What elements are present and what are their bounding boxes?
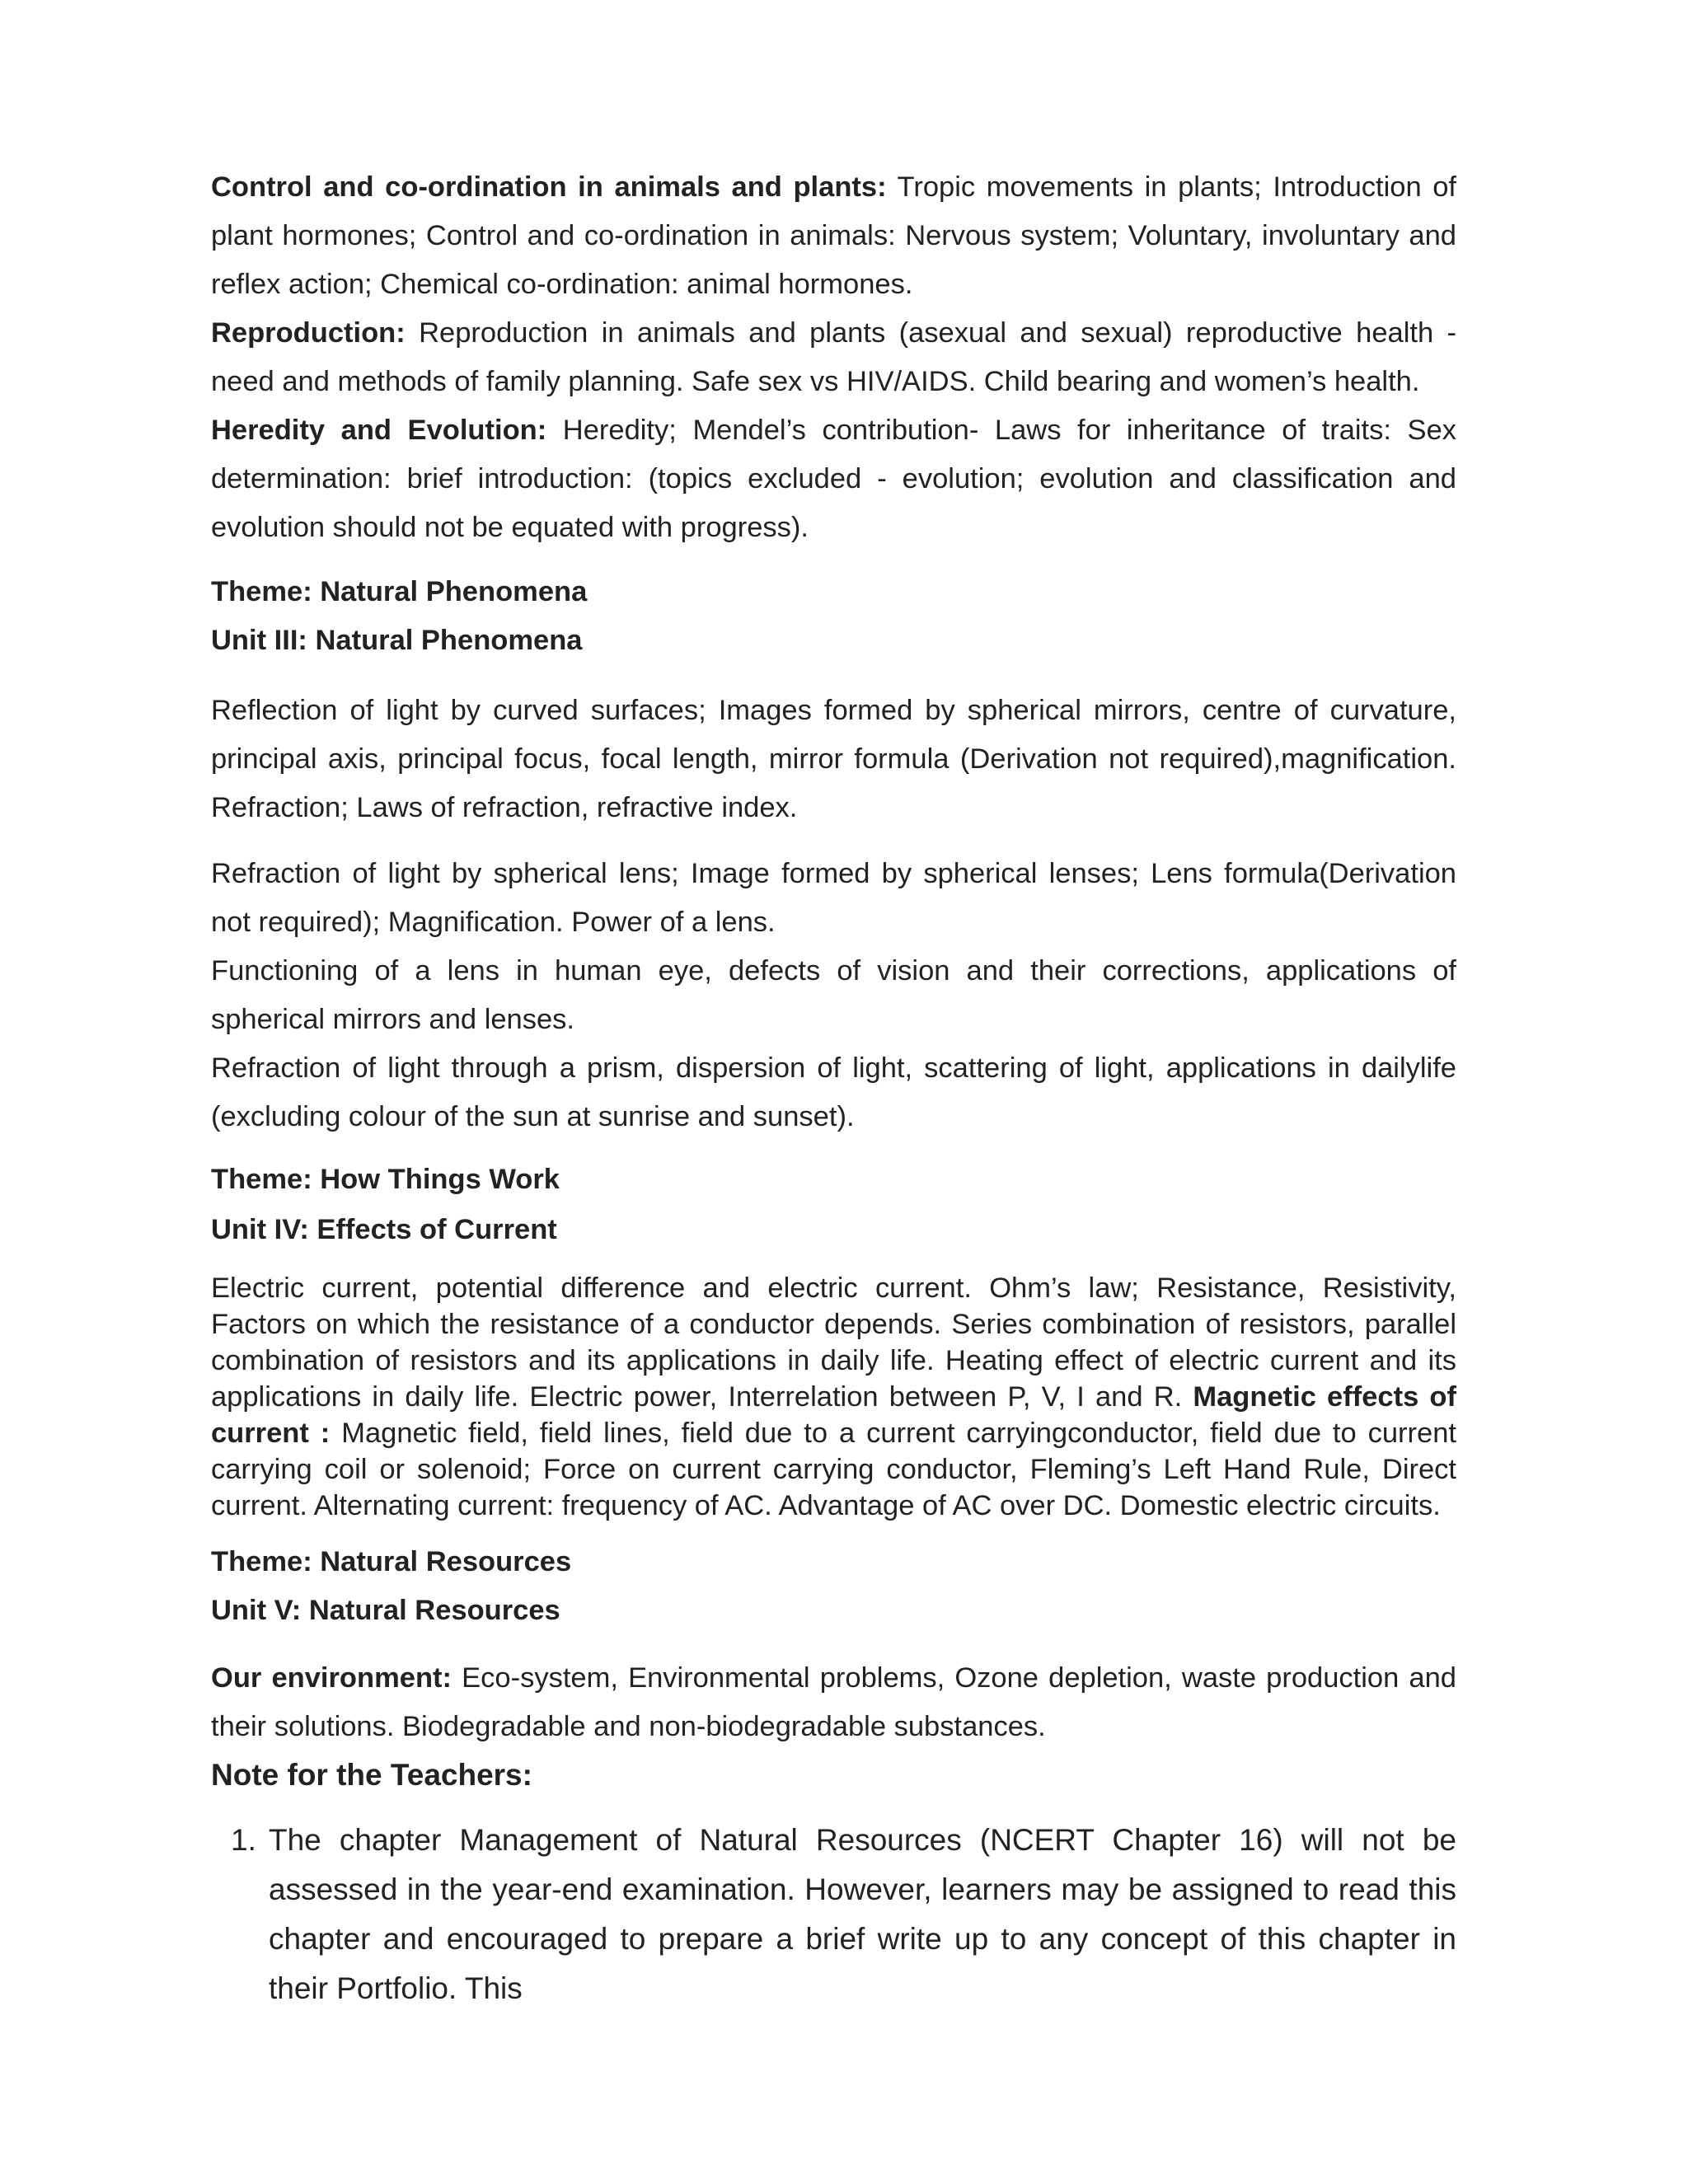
note-list (211, 1816, 1456, 2013)
paragraph-electric-current: Electric current, potential difference and electric current. Ohm’s law; Resistance, Resistivity, Factors on which the resistance of a conductor depends. Series combination of resistors, parallel combination of resistors and its applications in daily life. Heating effect of electric current and its applications in daily life. Electric power, Interrelation between P, V, I and R. Magnetic effects of current : Magnetic field, field lines, field due to a current carryingconductor, field due to current carrying coil or solenoid; Force on current carrying conductor, Fleming’s Left Hand Rule, Direct current. Alternating current: frequency of AC. Advantage of AC over DC. Domestic electric circuits. (211, 1272, 1456, 1521)
paragraph-reflection: Reflection of light by curved surfaces; Images formed by spherical mirrors, centre of curvature, principal axis, principal focus, focal length, mirror formula (Derivation not required),magnification. Refraction; Laws of refraction, refractive index. (211, 695, 1456, 823)
paragraph-prism: Refraction of light through a prism, dispersion of light, scattering of light, applications in dailylife (excluding colour of the sun at sunrise and sunset). (211, 1052, 1456, 1132)
list-item-text: The chapter Management of Natural Resources (NCERT Chapter 16) will not be assessed in the year-end examination. However, learners may be assigned to read this chapter and encouraged to prepare a brief write up to any concept of this chapter in their Portfolio. This (269, 1823, 1456, 2005)
paragraph-human-eye: Functioning of a lens in human eye, defects of vision and their corrections, applications of spherical mirrors and lenses. (211, 955, 1456, 1035)
syllabus-block-biology (211, 163, 1456, 552)
theme-heading-natural-resources: Theme: Natural Resources (211, 1546, 572, 1577)
paragraph-control-coordination: Control and co-ordination in animals and plants: Tropic movements in plants; Introduction of plant hormones; Control and co-ordination in animals: Nervous system; Voluntary, involuntary and reflex action; Chemical co-ordination: animal hormones. (211, 171, 1457, 300)
label-control-coordination: Control and co-ordination in animals and plants: (211, 171, 887, 203)
label-magnetic-effects: Magnetic effects of current : (211, 1381, 1456, 1449)
unit-heading-natural-phenomena: Unit III: Natural Phenomena (211, 625, 583, 656)
list-item (211, 1816, 1456, 2013)
theme-heading-how-things-work: Theme: How Things Work (211, 1164, 560, 1195)
unit-heading-natural-resources: Unit V: Natural Resources (211, 1595, 560, 1626)
theme-heading-natural-phenomena: Theme: Natural Phenomena (211, 576, 588, 607)
list-item-number: 1. (231, 1823, 256, 1857)
label-our-environment: Our environment: (211, 1662, 452, 1694)
paragraph-refraction-lens: Refraction of light by spherical lens; Image formed by spherical lenses; Lens formula(Derivation not required); Magnification. Power of a lens. Functioning of a lens in human eye, defects of vision and their corrections, applications of spherical mirrors and lenses. Refraction of light through a prism, dispersion of light, scattering of light, applications in dailylife (excluding colour of the sun at sunrise and sunset). (211, 850, 1456, 1141)
paragraph-reproduction: Reproduction: Reproduction in animals and plants (asexual and sexual) reproductive health - need and methods of family planning. Safe sex vs HIV/AIDS. Child bearing and women’s health. (211, 317, 1456, 397)
note-heading: Note for the Teachers: (211, 1758, 532, 1792)
paragraph-our-environment: Our environment: Eco-system, Environmental problems, Ozone depletion, waste production and their solutions. Biodegradable and non-biodegradable substances. (211, 1662, 1456, 1742)
unit-heading-effects-of-current: Unit IV: Effects of Current (211, 1214, 557, 1245)
paragraph-heredity: Heredity and Evolution: Heredity; Mendel’s contribution- Laws for inheritance of traits: Sex determination: brief introduction: (topics excluded - evolution; evolution and classification and evolution should not be equated with progress). (211, 415, 1457, 543)
label-heredity: Heredity and Evolution: (211, 415, 547, 446)
label-reproduction: Reproduction: (211, 317, 406, 349)
